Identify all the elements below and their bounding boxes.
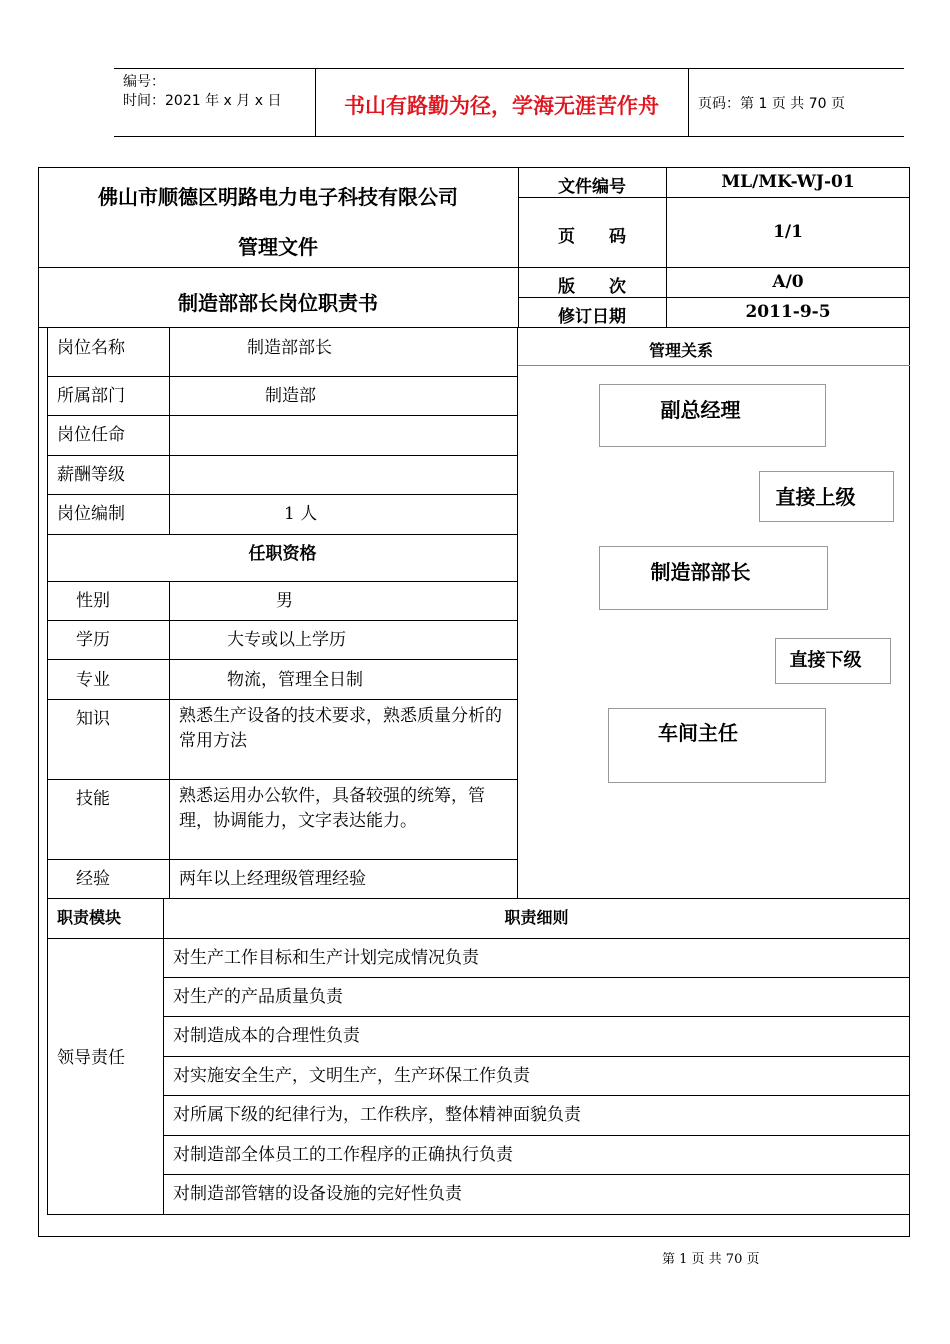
duty-item: 对制造成本的合理性负责: [173, 1026, 360, 1046]
qual-value-skills: 熟悉运用办公软件，具备较强的统筹，管理，协调能力，文字表达能力。: [179, 786, 485, 831]
info-value-position-name: 制造部部长: [247, 338, 332, 358]
duty-item: 对生产的产品质量负责: [173, 987, 343, 1007]
info-value-department: 制造部: [265, 386, 316, 406]
field-value-doc-number: ML/MK-WJ-01: [721, 172, 855, 192]
info-label-salary-level: 薪酬等级: [57, 465, 125, 485]
qual-value-experience: 两年以上经理级管理经验: [179, 869, 366, 889]
info-label-headcount: 岗位编制: [57, 504, 125, 524]
qual-label-education: 学历: [76, 630, 110, 650]
qual-label-skills: 技能: [76, 789, 110, 809]
field-value-revision-date: 2011-9-5: [745, 302, 831, 322]
header-motto: 书山有路勤为径，学海无涯苦作舟: [344, 93, 659, 118]
subordinate-tag: 直接下级: [789, 650, 862, 671]
qual-label-gender: 性别: [76, 591, 110, 611]
duty-module-name: 领导责任: [57, 1048, 125, 1068]
document-title: 制造部部长岗位职责书: [178, 291, 378, 315]
qual-label-knowledge: 知识: [76, 709, 110, 729]
document-time-label: 时间：2021 年 x 月 x 日: [123, 93, 282, 109]
document-number-label: 编号：: [123, 74, 165, 90]
info-label-position-name: 岗位名称: [57, 338, 125, 358]
qual-value-knowledge: 熟悉生产设备的技术要求，熟悉质量分析的常用方法: [179, 706, 502, 751]
info-value-headcount: 1 人: [284, 504, 318, 524]
page-footer: 第 1 页 共 70 页: [662, 1252, 760, 1267]
qual-label-major: 专业: [76, 670, 110, 690]
qual-value-major: 物流，管理全日制: [227, 670, 363, 690]
field-label-doc-number: 文件编号: [558, 177, 626, 197]
field-value-page: 1/1: [773, 222, 803, 242]
management-heading: 管理关系: [648, 341, 713, 360]
qual-value-education: 大专或以上学历: [227, 630, 346, 650]
info-label-department: 所属部门: [57, 386, 125, 406]
field-label-page: 页 码: [558, 227, 626, 247]
qual-label-experience: 经验: [76, 869, 110, 889]
field-value-version: A/0: [772, 272, 804, 292]
qualification-heading: 任职资格: [248, 544, 317, 564]
document-type: 管理文件: [238, 235, 318, 259]
self-name: 制造部部长: [650, 560, 751, 584]
duty-item: 对实施安全生产，文明生产，生产环保工作负责: [173, 1066, 530, 1086]
company-name: 佛山市顺德区明路电力电子科技有限公司: [98, 185, 458, 209]
duty-item: 对所属下级的纪律行为，工作秩序，整体精神面貌负责: [173, 1105, 581, 1125]
subordinate-name: 车间主任: [658, 721, 738, 745]
qual-value-gender: 男: [276, 591, 293, 611]
duty-item: 对制造部全体员工的工作程序的正确执行负责: [173, 1145, 513, 1165]
info-label-appointment: 岗位任命: [57, 425, 125, 445]
duty-item: 对生产工作目标和生产计划完成情况负责: [173, 948, 479, 968]
field-label-version: 版 次: [558, 277, 626, 297]
superior-name: 副总经理: [660, 398, 741, 422]
duty-item: 对制造部管辖的设备设施的完好性负责: [173, 1184, 462, 1204]
header-page-label: 页码：第 1 页 共 70 页: [698, 96, 845, 112]
superior-tag: 直接上级: [775, 485, 856, 509]
duty-detail-header: 职责细则: [504, 908, 569, 927]
duty-module-header: 职责模块: [57, 908, 122, 927]
field-label-revision-date: 修订日期: [558, 307, 626, 327]
